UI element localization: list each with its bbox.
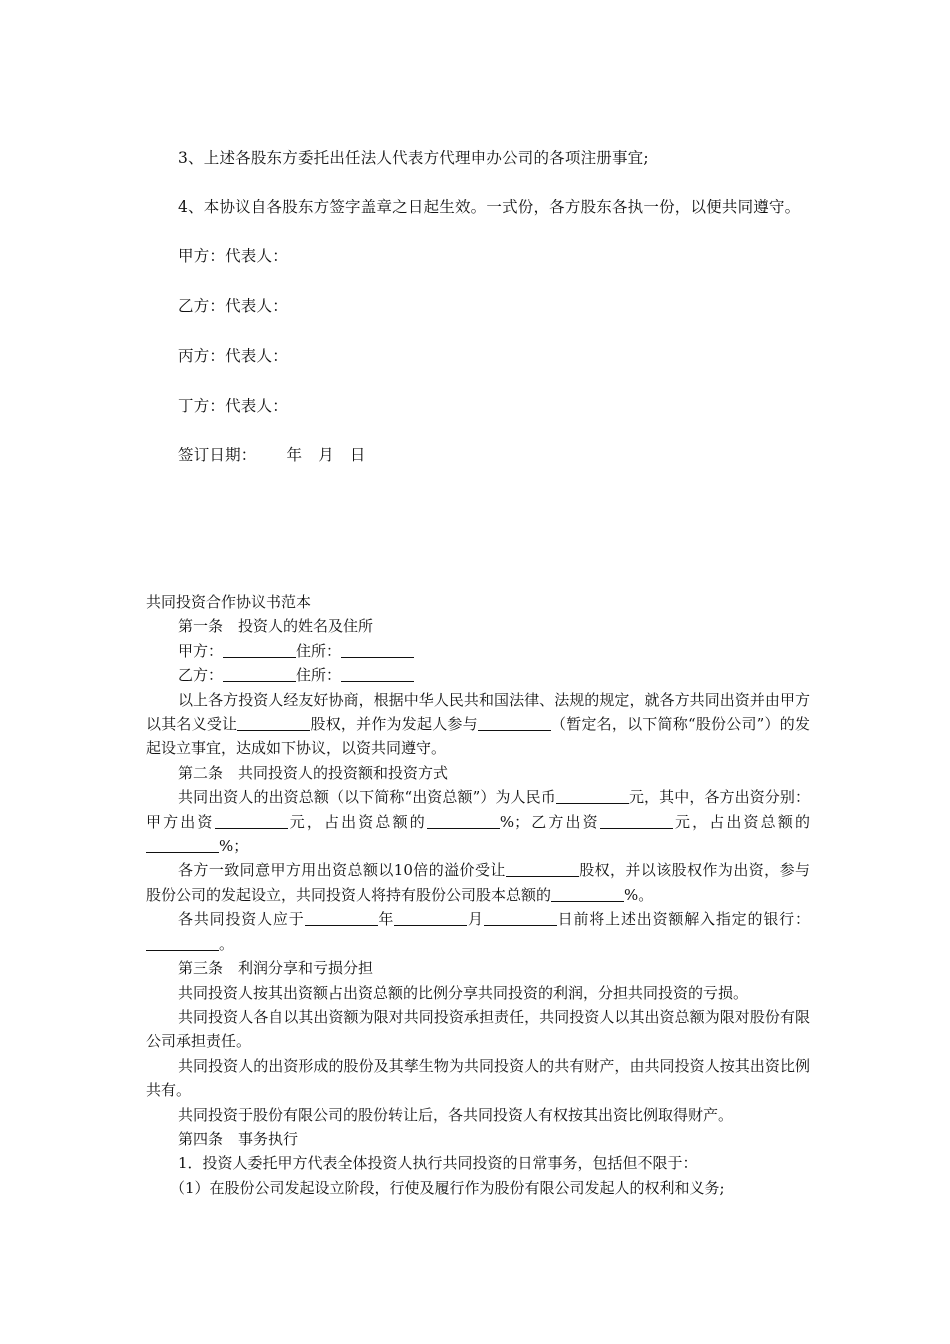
premium-equity-blank bbox=[506, 862, 579, 877]
share-transfer-paragraph: 共同投资于股份有限公司的股份转让后，各共同投资人有权按其出资比例取得财产。 bbox=[178, 1105, 734, 1124]
investment-amount-paragraph bbox=[146, 785, 810, 858]
payment-deadline-paragraph bbox=[146, 907, 810, 956]
date-day: 日 bbox=[349, 446, 366, 464]
article-3-heading: 第三条 利润分享和亏损分担 bbox=[178, 959, 374, 978]
article-4-heading: 第四条 事务执行 bbox=[178, 1129, 299, 1148]
profit-sharing-paragraph: 共同投资人按其出资额占出资总额的比例分享共同投资的利润，分担共同投资的亏损。 bbox=[178, 983, 749, 1002]
preamble-text-3: （暂定名，以下简称“股份公司”）的发起设立事宜，达成如下协议，以资共同遵守。 bbox=[146, 715, 810, 758]
deadline-month-blank bbox=[394, 911, 467, 926]
party-a-address-label: 住所： bbox=[296, 641, 342, 660]
amount-text-6: %； bbox=[219, 837, 249, 856]
amount-text-4: %；乙方出资 bbox=[499, 812, 600, 831]
deadline-year-blank bbox=[305, 911, 378, 926]
clause-4: 4、本协议自各股东方签字盖章之日起生效。一式份，各方股东各执一份，以便共同遵守。 bbox=[178, 198, 801, 216]
preamble-text-2: 股权，并作为发起人参与 bbox=[310, 715, 478, 734]
preamble-paragraph bbox=[146, 688, 810, 761]
party-d-signature: 丁方：代表人： bbox=[178, 397, 288, 415]
preamble-text-1: 以上各方投资人经友好协商，根据中华人民共和国法律、法规的规定，就各方共同出资并由甲方以其名义受让 bbox=[146, 690, 810, 734]
party-b-address-blank bbox=[341, 667, 414, 682]
delegation-paragraph: 1．投资人委托甲方代表全体投资人执行共同投资的日常事务，包括但不限于： bbox=[178, 1154, 698, 1173]
signing-date-label: 签订日期： bbox=[178, 446, 257, 464]
party-b-label: 乙方： bbox=[178, 666, 224, 685]
signing-date bbox=[178, 443, 366, 465]
premium-text-3: %。 bbox=[624, 885, 654, 904]
amount-text-1: 共同出资人的出资总额（以下简称“出资总额”）为人民币 bbox=[178, 788, 556, 807]
party-a-line bbox=[146, 639, 810, 663]
premium-text-1: 各方一致同意甲方用出资总额以10倍的溢价受让 bbox=[178, 861, 506, 880]
article-2-heading: 第二条 共同投资人的投资额和投资方式 bbox=[178, 763, 449, 782]
article-1-heading: 第一条 投资人的姓名及住所 bbox=[178, 617, 374, 636]
date-month: 月 bbox=[318, 446, 334, 464]
party-a-percent-blank bbox=[427, 814, 500, 829]
bank-blank bbox=[146, 936, 219, 951]
agreement-template bbox=[146, 590, 810, 1200]
party-b-signature: 乙方：代表人： bbox=[178, 297, 288, 315]
premium-text-2: 股权，并以该股权作为出资，参与股份公司的发起设立，共同投资人将持有股份公司股本总额的 bbox=[146, 861, 810, 904]
party-b-name-blank bbox=[223, 667, 296, 682]
party-b-address-label: 住所： bbox=[296, 666, 342, 685]
delegation-item-1: （1）在股份公司发起设立阶段，行使及履行作为股份有限公司发起人的权利和义务; bbox=[170, 1178, 725, 1197]
deadline-text-month: 月 bbox=[467, 910, 484, 929]
deadline-text-1: 各共同投资人应于 bbox=[178, 910, 305, 929]
party-a-signature: 甲方：代表人： bbox=[178, 247, 288, 265]
deadline-day-blank bbox=[484, 911, 557, 926]
agreement-title: 共同投资合作协议书范本 bbox=[146, 593, 312, 611]
party-a-label: 甲方： bbox=[178, 641, 224, 660]
deadline-text-3: 。 bbox=[219, 934, 235, 953]
clause-3: 3、上述各股东方委托出任法人代表方代理申办公司的各项注册事宜; bbox=[178, 149, 649, 167]
party-b-line bbox=[146, 663, 810, 687]
liability-paragraph: 共同投资人各自以其出资额为限对共同投资承担责任，共同投资人以其出资总额为限对股份有限公司承担责任。 bbox=[146, 1007, 810, 1051]
deadline-text-year: 年 bbox=[377, 910, 395, 929]
premium-paragraph bbox=[146, 858, 810, 907]
deadline-text-2: 日前将上述出资额解入指定的银行： bbox=[556, 910, 810, 929]
party-b-amount-blank bbox=[600, 814, 673, 829]
amount-text-3: 元，占出资总额的 bbox=[287, 812, 427, 831]
amount-text-2: 元，其中，各方出资分别：甲方出资 bbox=[146, 788, 810, 831]
amount-text-5: 元，占出资总额的 bbox=[672, 812, 810, 831]
party-a-address-blank bbox=[341, 643, 414, 658]
party-a-amount-blank bbox=[215, 814, 288, 829]
party-b-percent-blank bbox=[146, 838, 219, 853]
date-year: 年 bbox=[286, 446, 303, 464]
equity-blank bbox=[237, 716, 310, 731]
joint-property-paragraph: 共同投资人的出资形成的股份及其孳生物为共同投资人的共有财产，由共同投资人按其出资比例共有。 bbox=[146, 1056, 810, 1100]
total-amount-blank bbox=[556, 789, 629, 804]
party-a-name-blank bbox=[223, 643, 296, 658]
share-percent-blank bbox=[551, 887, 624, 902]
company-name-blank bbox=[478, 716, 551, 731]
party-c-signature: 丙方：代表人： bbox=[178, 347, 288, 365]
